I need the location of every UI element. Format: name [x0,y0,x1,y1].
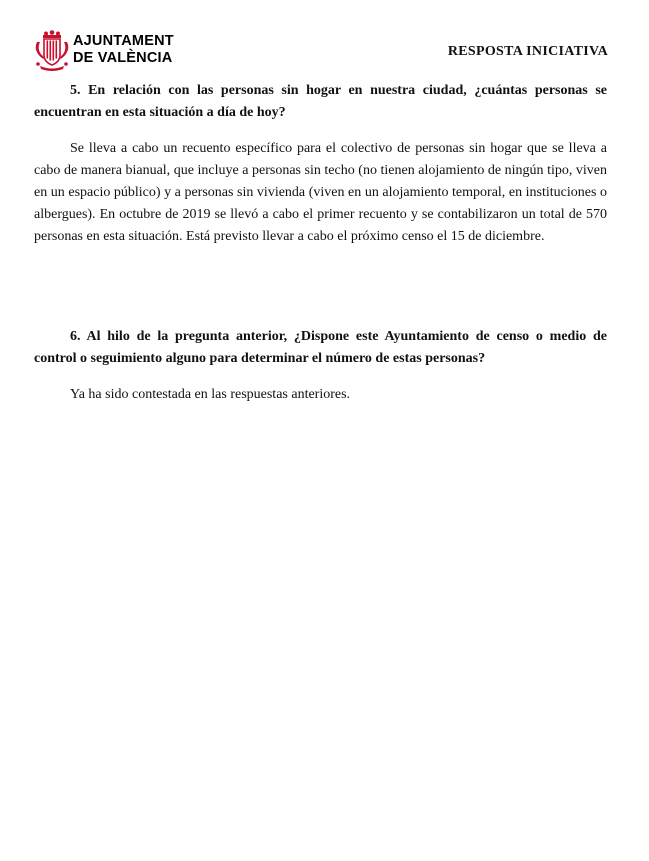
question-5-block [34,80,607,124]
document-type: RESPOSTA INICIATIVA [447,44,608,59]
question-5: 5. En relación con las personas sin hogar en nuestra ciudad, ¿cuántas personas se encuentran en esta situación a día de hoy? [34,83,607,120]
page-header [34,30,608,72]
answer-5-block [34,138,607,248]
valencia-coat-of-arms-icon [34,30,70,72]
org-line-2: DE VALÈNCIA [73,50,173,66]
answer-6: Ya ha sido contestada en las respuestas anteriores. [70,387,351,402]
organization-name [73,33,174,67]
org-line-1: AJUNTAMENT [73,33,174,49]
answer-5: Se lleva a cabo un recuento específico para el colectivo de personas sin hogar que se lleva a cabo de manera bianual, que incluye a personas sin techo (no tienen alojamiento de ningún tipo, viven en un espacio público) y a personas sin vivienda (viven en un alojamiento temporal, en instituciones o albergues). En octubre de 2019 se llevó a cabo el primer recuento y se contabilizaron un total de 570 personas en esta situación. Está previsto llevar a cabo el próximo censo el 15 de diciembre. [34,141,607,244]
question-6: 6. Al hilo de la pregunta anterior, ¿Dispone este Ayuntamiento de censo o medio de control o seguimiento alguno para determinar el número de estas personas? [34,329,607,366]
question-6-block [34,326,607,370]
answer-6-block [34,384,607,406]
